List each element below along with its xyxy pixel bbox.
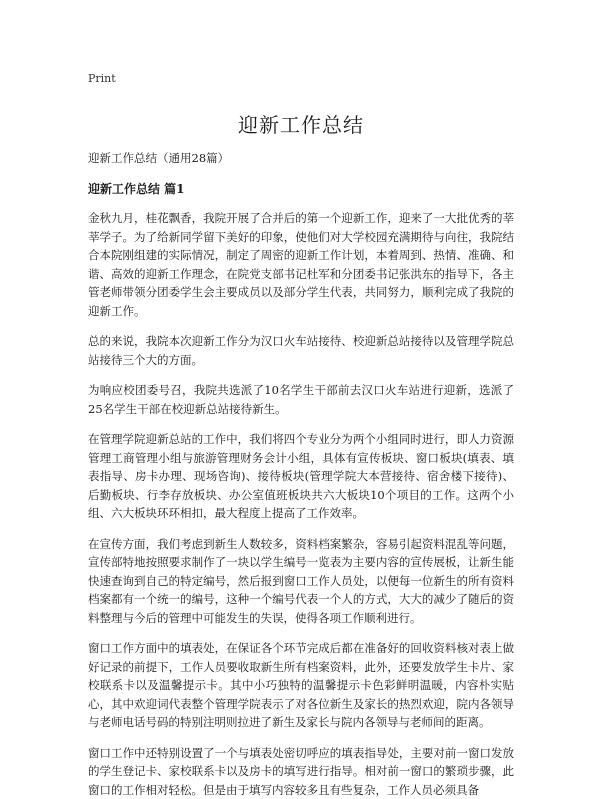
section-heading: 迎新工作总结 篇1 bbox=[88, 180, 514, 197]
paragraph: 在宣传方面，我们考虑到新生人数较多，资料档案繁杂，容易引起资料混乱等问题，宣传部特地按照要求制作了一块以学生编号一览表为主要内容的宣传展板，让新生能快速查询到自己的特定编号，然后报到窗口工作人员处，以便每一位新生的所有资料档案都有一个统一的编号，这种一个编号代表一个人的方式，大大的减少了随后的资料整理与今后的管理中可能发生的失误，使得各项工作顺利进行。 bbox=[88, 535, 514, 628]
document-title: 迎新工作总结 bbox=[88, 109, 514, 138]
paragraph: 在管理学院迎新总站的工作中，我们将四个专业分为两个小组同时进行，即人力资源管理工商管理小组与旅游管理财务会计小组，具体有宣传板块、窗口板块(填表、填表指导、房卡办理、现场咨询)、接待板块(管理学院大本营接待、宿舍楼下接待)、后勤板块、行李存放板块、办公室值班板块共六大板块10个项目的工作。这两个小组、六大板块环环相扣，最大程度上提高了工作效率。 bbox=[88, 430, 514, 523]
paragraph: 金秋九月，桂花飘香，我院开展了合并后的第一个迎新工作，迎来了一大批优秀的莘莘学子。为了给新同学留下美好的印象，使他们对大学校园充满期待与向往，我院结合本院刚组建的实际情况，制定了周密的迎新工作计划，本着周到、热情、准确、和谐、高效的迎新工作理念，在院党支部书记杜军和分团委书记张洪东的指导下，各主管老师带领分团委学生会主要成员以及部分学生代表，共同努力，顺利完成了我院的迎新工作。 bbox=[88, 209, 514, 320]
paragraph: 总的来说，我院本次迎新工作分为汉口火车站接待、校迎新总站接待以及管理学院总站接待三个大的方面。 bbox=[88, 332, 514, 369]
paragraph: 窗口工作中还特别设置了一个与填表处密切呼应的填表指导处，主要对前一窗口发放的学生登记卡、家校联系卡以及房卡的填写进行指导。相对前一窗口的繁琐步骤，此窗口的工作相对轻松。但是由于填写内容较多且有些复杂，工作人员必须具备 bbox=[88, 744, 514, 799]
paragraph: 为响应校团委号召，我院共选派了10名学生干部前去汉口火车站进行迎新，选派了25名学生干部在校迎新总站接待新生。 bbox=[88, 381, 514, 418]
document-subtitle: 迎新工作总结（通用28篇） bbox=[88, 150, 514, 166]
print-label: Print bbox=[88, 72, 514, 85]
paragraph: 窗口工作方面中的填表处，在保证各个环节完成后都在准备好的回收资料核对表上做好记录的前提下，工作人员要收取新生所有档案资料，此外，还要发放学生卡片、家校联系卡以及温馨提示卡。其中小巧独特的温馨提示卡色彩鲜明温暖，内容朴实贴心，其中欢迎词代表整个管理学院表示了对各位新生及家长的热烈欢迎，院内各领导与老师电话号码的特别注明则拉进了新生及家长与院内各领导与老师间的距离。 bbox=[88, 639, 514, 732]
